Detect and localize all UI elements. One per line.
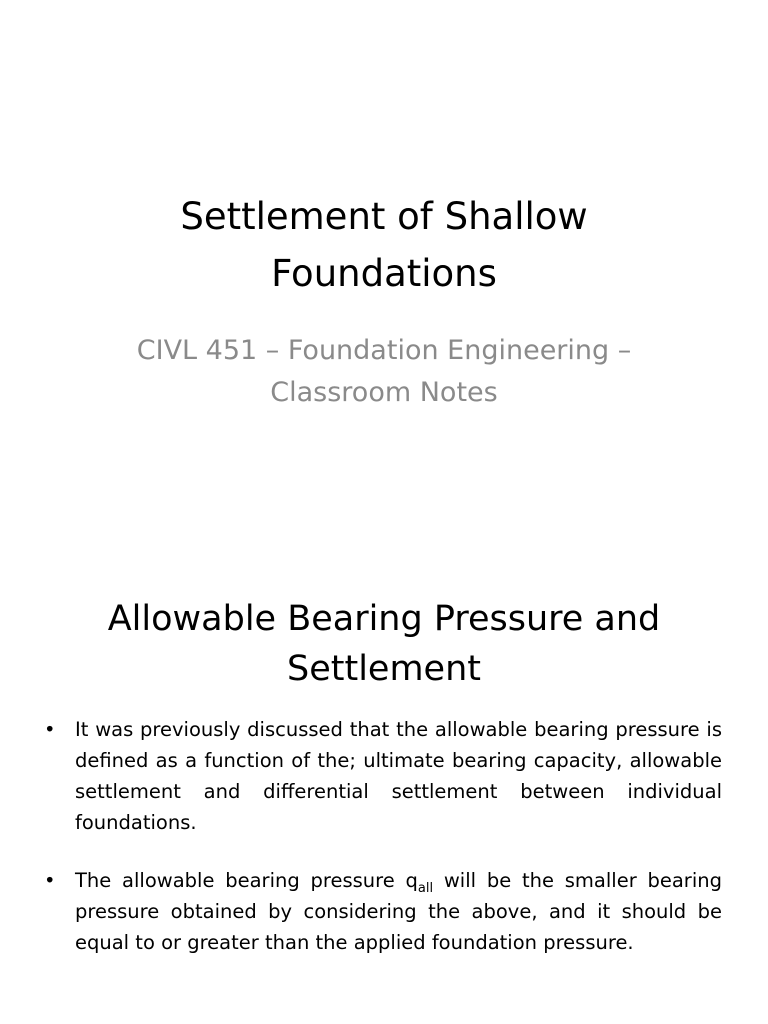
bullet-text-1: It was previously discussed that the allowable bearing pressure is defined as a function of the; ultimate bearing capacity, allowable settlement and differential settlement between individual foundations. xyxy=(75,718,722,834)
bullet-text-2-part-1: The allowable bearing pressure q xyxy=(75,869,418,892)
bullet-item-2 xyxy=(44,865,722,958)
q-all-subscript: all xyxy=(417,880,434,896)
slide-title-heading xyxy=(40,188,728,302)
bullet-icon: • xyxy=(44,869,56,892)
slide-subtitle xyxy=(40,330,728,414)
subtitle-line-1: CIVL 451 – Foundation Engineering – xyxy=(136,335,632,366)
bullet-text-2 xyxy=(75,869,722,954)
bullet-icon: • xyxy=(44,718,56,741)
heading-line-2: Settlement xyxy=(287,649,481,689)
slide-allowable-bearing-pressure xyxy=(0,576,768,1024)
heading-line-1: Allowable Bearing Pressure and xyxy=(107,599,661,639)
title-line-2: Foundations xyxy=(271,252,497,295)
title-line-1: Settlement of Shallow xyxy=(180,195,588,238)
bullet-list xyxy=(44,714,722,985)
bullet-item-1 xyxy=(44,714,722,838)
bullet-text-2-part-2: will be the smaller bearing pressure obtained by considering the above, and it should be equal to or greater than the applied foundation pressure. xyxy=(75,869,722,954)
subtitle-line-2: Classroom Notes xyxy=(270,377,498,408)
slide-heading xyxy=(40,594,728,694)
